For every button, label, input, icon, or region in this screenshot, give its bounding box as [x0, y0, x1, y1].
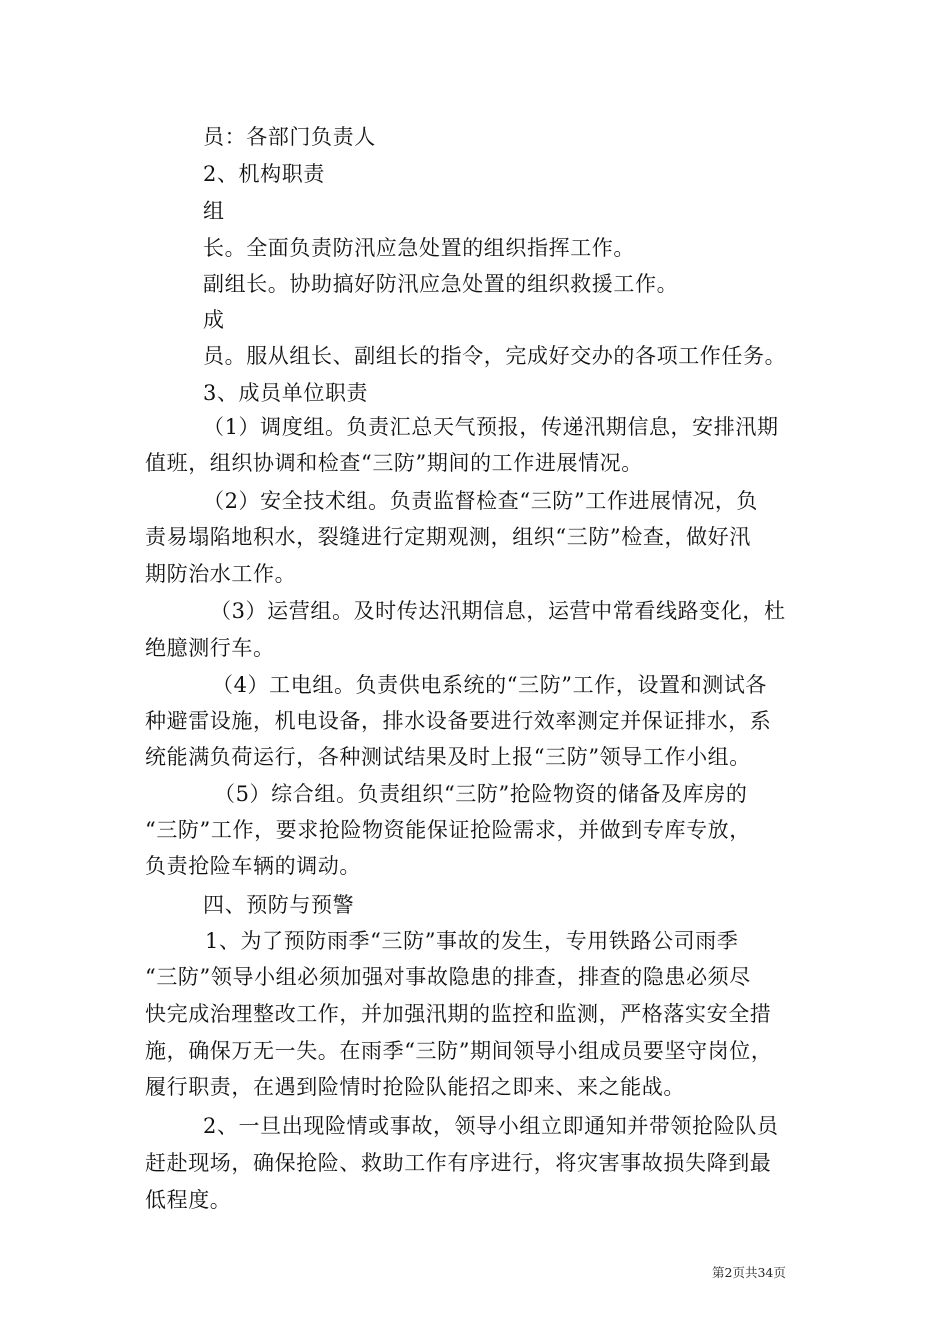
- text-line: 快完成治理整改工作，并加强汛期的监控和监测，严格落实安全措: [145, 1002, 772, 1026]
- text-line: （4）工电组。负责供电系统的“三防”工作，设置和测试各: [212, 673, 768, 697]
- text-line: 副组长。协助搞好防汛应急处置的组织救援工作。: [203, 272, 679, 296]
- text-line: 成: [203, 308, 225, 332]
- text-line: 长。全面负责防汛应急处置的组织指挥工作。: [203, 236, 635, 260]
- text-line: 绝臆测行车。: [145, 636, 275, 660]
- text-line: 1、为了预防雨季“三防”事故的发生，专用铁路公司雨季: [205, 929, 739, 953]
- text-line: 员：各部门负责人: [203, 125, 376, 149]
- text-line: （2）安全技术组。负责监督检查“三防”工作进展情况，负: [203, 489, 759, 513]
- section-heading: 四、预防与预警: [203, 893, 355, 917]
- text-line: （1）调度组。负责汇总天气预报，传递汛期信息，安排汛期: [203, 415, 779, 439]
- text-line: 种避雷设施，机电设备，排水设备要进行效率测定并保证排水，系: [145, 709, 772, 733]
- text-line: 责易塌陷地积水，裂缝进行定期观测，组织“三防”检查，做好汛: [145, 525, 751, 549]
- text-line: 负责抢险车辆的调动。: [145, 854, 361, 878]
- text-line: 值班，组织协调和检查“三防”期间的工作进展情况。: [145, 451, 643, 475]
- text-line: 统能满负荷运行，各种测试结果及时上报“三防”领导工作小组。: [145, 745, 751, 769]
- text-line: 低程度。: [145, 1188, 232, 1212]
- text-line: 3、成员单位职责: [203, 381, 369, 405]
- text-line: 施，确保万无一失。在雨季“三防”期间领导小组成员要坚守岗位，: [145, 1039, 773, 1063]
- text-line: （3）运营组。及时传达汛期信息，运营中常看线路变化，杜: [210, 599, 786, 623]
- text-line: 履行职责，在遇到险情时抢险队能招之即来、来之能战。: [145, 1075, 685, 1099]
- page-number: 第2页共34页: [712, 1265, 786, 1280]
- text-line: “三防”领导小组必须加强对事故隐患的排查，排查的隐患必须尽: [145, 965, 751, 989]
- text-line: 组: [203, 199, 225, 223]
- text-line: （5）综合组。负责组织“三防”抢险物资的储备及库房的: [214, 782, 748, 806]
- text-line: 2、机构职责: [203, 162, 325, 186]
- text-line: “三防”工作，要求抢险物资能保证抢险需求，并做到专库专放，: [145, 818, 751, 842]
- text-line: 期防治水工作。: [145, 562, 297, 586]
- text-line: 赶赴现场，确保抢险、救助工作有序进行，将灾害事故损失降到最: [145, 1151, 772, 1175]
- text-line: 员。服从组长、副组长的指令，完成好交办的各项工作任务。: [203, 344, 787, 368]
- text-line: 2、一旦出现险情或事故，领导小组立即通知并带领抢险队员: [203, 1114, 779, 1138]
